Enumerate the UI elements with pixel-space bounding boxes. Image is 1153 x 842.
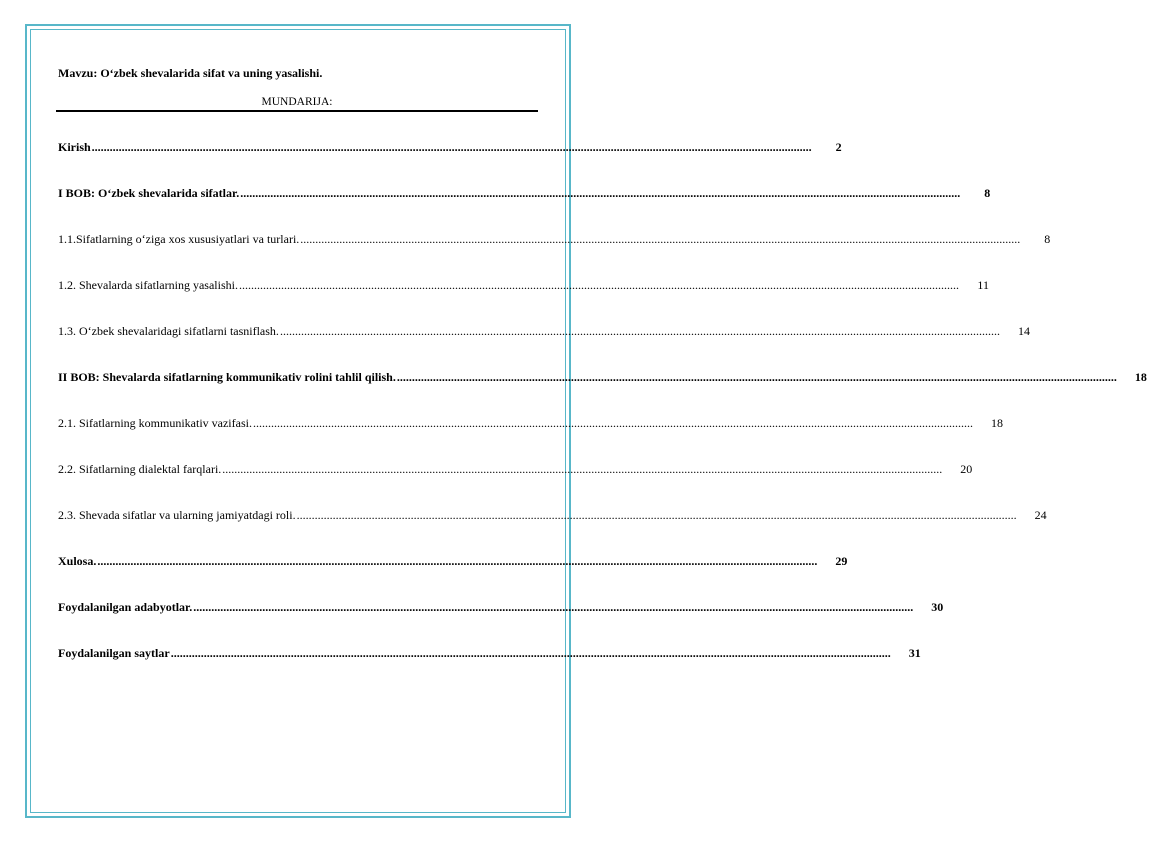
toc-entry-page-number: 11 bbox=[977, 278, 989, 292]
toc-entry[interactable] bbox=[58, 370, 1147, 388]
toc-entry-page-number: 18 bbox=[1134, 370, 1147, 384]
toc-entry[interactable] bbox=[58, 462, 973, 480]
toc-entry-page-number: 24 bbox=[1034, 508, 1047, 522]
toc-entry-title: Xulosa. bbox=[58, 554, 97, 568]
toc-entry[interactable] bbox=[58, 232, 1051, 250]
contents-heading-block bbox=[56, 96, 538, 112]
toc-entry[interactable] bbox=[58, 140, 842, 158]
toc-entry[interactable] bbox=[58, 508, 1047, 526]
toc-entry[interactable] bbox=[58, 646, 921, 664]
toc-entry-page-number: 20 bbox=[960, 462, 973, 476]
toc-dot-leader: ................................................................................................................................................................................................................................................ bbox=[396, 370, 1117, 384]
toc-dot-leader: ................................................................................................................................................................................................................................................ bbox=[193, 600, 914, 614]
toc-dot-leader: ................................................................................................................................................................................................................................................ bbox=[279, 324, 1000, 338]
toc-entry[interactable] bbox=[58, 600, 944, 618]
toc-entry-page-number: 30 bbox=[931, 600, 944, 614]
toc-entry[interactable] bbox=[58, 186, 991, 204]
toc-dot-leader: ................................................................................................................................................................................................................................................ bbox=[300, 232, 1021, 246]
toc-entry-title: I BOB: O‘zbek shevalarida sifatlar. bbox=[58, 186, 240, 200]
toc-entry-title: 2.1. Sifatlarning kommunikativ vazifasi. bbox=[58, 416, 252, 430]
toc-entry-page-number: 31 bbox=[908, 646, 921, 660]
toc-entry-page-number: 8 bbox=[984, 186, 991, 200]
document-topic: Mavzu: O‘zbek shevalarida sifat va uning yasalishi. bbox=[58, 66, 323, 80]
toc-entry-page-number: 29 bbox=[835, 554, 848, 568]
toc-dot-leader: ................................................................................................................................................................................................................................................ bbox=[97, 554, 818, 568]
toc-dot-leader: ................................................................................................................................................................................................................................................ bbox=[170, 646, 891, 660]
toc-entry-page-number: 8 bbox=[1044, 232, 1051, 246]
toc-entry-title: 1.2. Shevalarda sifatlarning yasalishi. bbox=[58, 278, 238, 292]
toc-dot-leader: ................................................................................................................................................................................................................................................ bbox=[91, 140, 812, 154]
toc-entry-page-number: 2 bbox=[835, 140, 842, 154]
toc-dot-leader: ................................................................................................................................................................................................................................................ bbox=[222, 462, 943, 476]
toc-entry-title: Foydalanilgan saytlar bbox=[58, 646, 170, 660]
toc-entry-title: 1.1.Sifatlarning o‘ziga xos xususiyatlari va turlari. bbox=[58, 232, 300, 246]
toc-entry[interactable] bbox=[58, 416, 1003, 434]
toc-entry[interactable] bbox=[58, 278, 989, 296]
toc-entry-title: 2.3. Shevada sifatlar va ularning jamiyatdagi roli. bbox=[58, 508, 296, 522]
contents-heading: MUNDARIJA: bbox=[261, 96, 333, 108]
toc-dot-leader: ................................................................................................................................................................................................................................................ bbox=[240, 186, 961, 200]
toc-entry-title: Foydalanilgan adabyotlar. bbox=[58, 600, 193, 614]
toc-dot-leader: ................................................................................................................................................................................................................................................ bbox=[238, 278, 959, 292]
toc-entry[interactable] bbox=[58, 554, 848, 572]
toc-entry[interactable] bbox=[58, 324, 1030, 342]
toc-entry-title: II BOB: Shevalarda sifatlarning kommunikativ rolini tahlil qilish. bbox=[58, 370, 396, 384]
toc-dot-leader: ................................................................................................................................................................................................................................................ bbox=[252, 416, 973, 430]
toc-entry-title: 2.2. Sifatlarning dialektal farqlari. bbox=[58, 462, 222, 476]
toc-entry-title: 1.3. O‘zbek shevalaridagi sifatlarni tasniflash. bbox=[58, 324, 279, 338]
toc-entry-page-number: 14 bbox=[1017, 324, 1030, 338]
toc-entry-title: Kirish bbox=[58, 140, 91, 154]
toc-entry-page-number: 18 bbox=[990, 416, 1003, 430]
toc-dot-leader: ................................................................................................................................................................................................................................................ bbox=[296, 508, 1017, 522]
